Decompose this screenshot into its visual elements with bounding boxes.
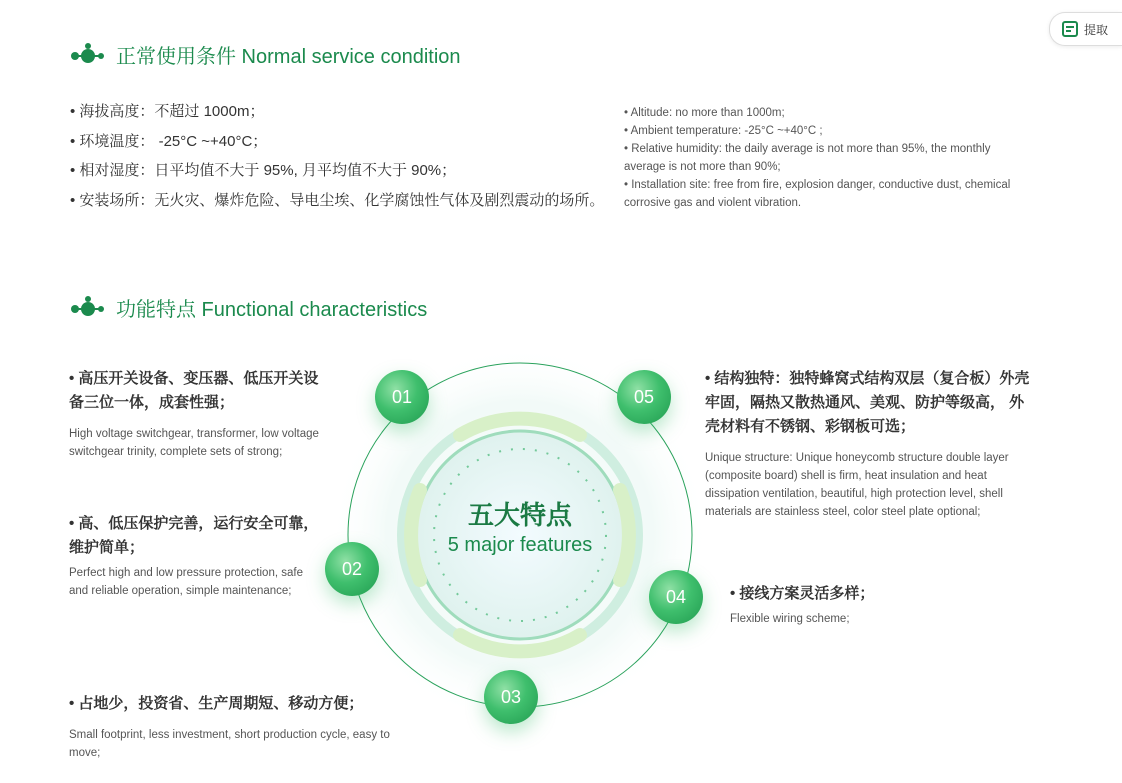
molecule-icon xyxy=(70,42,106,68)
feature-cn: • 接线方案灵活多样； xyxy=(730,585,875,602)
feature-04 xyxy=(730,582,1030,628)
feature-cn: • 高压开关设备、变压器、低压开关设备三位一体，成套性强； xyxy=(69,370,319,411)
feature-03 xyxy=(69,692,419,762)
center-title: 五大特点 xyxy=(467,500,572,530)
feature-en: Perfect high and low pressure protection, safe and reliable operation, simple maintenance; xyxy=(69,567,303,597)
list-item: • 环境温度： -25°C ~+40°C； xyxy=(70,132,268,150)
list-item: • Installation site: free from fire, explosion danger, conductive dust, chemical corrosive gas and violent vibration. xyxy=(624,179,1011,209)
feature-05 xyxy=(705,367,1037,521)
list-item: • Altitude: no more than 1000m; xyxy=(624,107,785,119)
service-condition-en-list xyxy=(624,104,1034,212)
badge-05[interactable]: 05 xyxy=(617,370,671,424)
list-item: • 相对湿度：日平均值不大于 95%, 月平均值不大于 90%； xyxy=(70,162,457,179)
feature-cn: • 占地少，投资省、生产周期短、移动方便； xyxy=(69,695,364,712)
extract-button[interactable] xyxy=(1049,12,1122,46)
badge-03[interactable]: 03 xyxy=(484,670,538,724)
feature-01 xyxy=(69,367,329,461)
feature-en: Small footprint, less investment, short production cycle, easy to move; xyxy=(69,729,390,759)
section-title-text: 功能特点 Functional characteristics xyxy=(116,299,428,321)
badge-04[interactable]: 04 xyxy=(649,570,703,624)
center-subtitle: 5 major features xyxy=(447,534,593,556)
list-item: • 海拔高度：不超过 1000m； xyxy=(70,103,265,120)
list-item: • Ambient temperature: -25°C ~+40°C ; xyxy=(624,125,823,137)
section-title-service-condition xyxy=(70,40,461,69)
feature-cn: • 结构独特：独特蜂窝式结构双层（复合板）外壳牢固，隔热又散热通风、美观、防护等级高， 外壳材料有不锈钢、彩钢板可选； xyxy=(705,370,1030,435)
list-item: • 安装场所：无火灾、爆炸危险、导电尘埃、化学腐蚀性气体及剧烈震动的场所。 xyxy=(70,191,605,209)
extract-icon xyxy=(1062,21,1078,37)
feature-en: Flexible wiring scheme; xyxy=(730,613,850,625)
section-title-text: 正常使用条件 Normal service condition xyxy=(116,46,461,68)
feature-en: High voltage switchgear, transformer, low voltage switchgear trinity, complete sets of strong; xyxy=(69,428,319,458)
molecule-icon xyxy=(70,295,106,321)
badge-02[interactable]: 02 xyxy=(325,542,379,596)
feature-02 xyxy=(69,512,319,600)
extract-label: 提取 xyxy=(1084,22,1109,37)
list-item: • Relative humidity: the daily average is not more than 95%, the monthly average is not more than 90%; xyxy=(624,143,991,173)
service-condition-cn-list xyxy=(70,100,604,218)
section-title-functional xyxy=(70,293,427,322)
badge-01[interactable]: 01 xyxy=(375,370,429,424)
feature-en: Unique structure: Unique honeycomb structure double layer (composite board) shell is firm, heat insulation and heat dissipation ventilation, beautiful, high protection level, shell materials are stainless steel, color steel plate optional; xyxy=(705,452,1009,518)
feature-cn: • 高、低压保护完善，运行安全可靠，维护简单； xyxy=(69,515,319,556)
